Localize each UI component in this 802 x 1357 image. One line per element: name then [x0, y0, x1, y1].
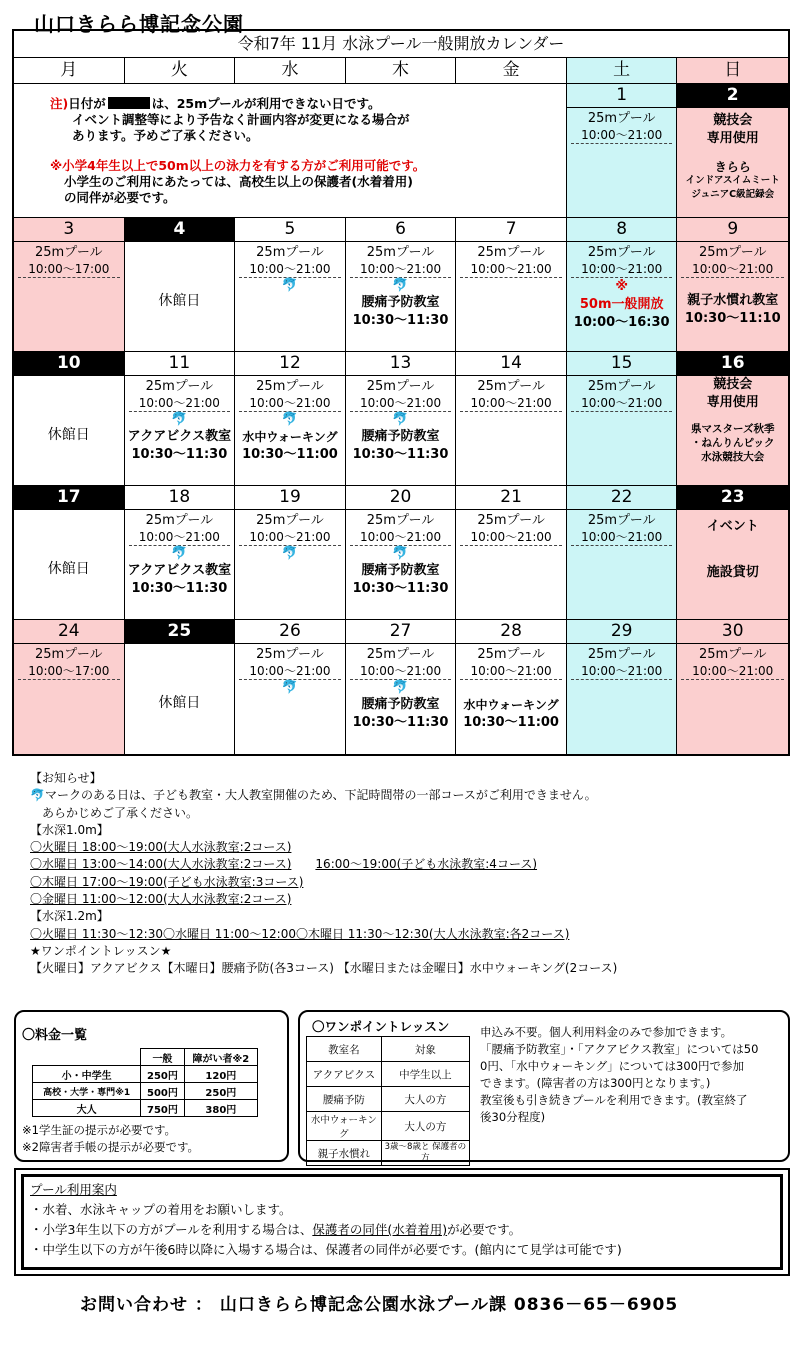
day-15[interactable]: [567, 352, 678, 485]
class-name: 水中ウォーキング: [463, 698, 559, 712]
table-row: [33, 1066, 258, 1083]
pool-label: 25mプール: [145, 513, 214, 528]
day-28[interactable]: [456, 620, 567, 754]
lesson-table: [306, 1036, 470, 1166]
closed-label: 休館日: [158, 293, 201, 309]
day-number: 19: [235, 486, 345, 510]
schedule-line: 〇火曜日 11:30～12:30〇水曜日 11:00～12:00〇木曜日 11:30～12:30(大人水泳教室:各2コース): [30, 926, 570, 941]
pool-hours: 10:00～21:00: [350, 663, 452, 680]
schedule-line-b: 16:00～19:00(子ども水泳教室:4コース): [315, 857, 538, 872]
pool-label: 25mプール: [256, 647, 324, 662]
fee-general: 750円: [141, 1100, 185, 1117]
closed-label: 休館日: [158, 695, 201, 711]
event-line: ・ねんりんピック: [690, 437, 775, 449]
table-row: [33, 1083, 258, 1100]
week-2: [14, 218, 788, 352]
fee-note-2: ※2障害者手帳の提示が必要です。: [22, 1140, 200, 1154]
schedule-line: [30, 856, 617, 873]
lesson-name: 水中ウォーキング: [307, 1112, 382, 1141]
day-number: 15: [567, 352, 677, 376]
usage-title: プール利用案内: [30, 1182, 117, 1197]
day-number: 29: [567, 620, 677, 644]
day-1[interactable]: [567, 84, 678, 217]
pool-hours: 10:00～21:00: [129, 529, 231, 546]
fee-disabled: 380円: [184, 1100, 257, 1117]
day-16[interactable]: [677, 352, 788, 485]
day-5[interactable]: [235, 218, 346, 351]
table-row: [307, 1087, 470, 1112]
day-11[interactable]: [125, 352, 236, 485]
calendar: [12, 29, 790, 756]
class-name: 腰痛予防教室: [361, 563, 440, 578]
closed-label: 休館日: [47, 427, 90, 443]
pool-hours: 10:00～21:00: [571, 663, 673, 680]
event-line: 県マスターズ秋季: [691, 423, 775, 435]
calendar-title: 令和7年 11月 水泳プール一般開放カレンダー: [14, 31, 788, 58]
mark-note: マークのある日は、子ども教室・大人教室開催のため、下記時間帯の一部コースがご利用できません。: [44, 788, 597, 803]
pool-hours: 10:00～21:00: [681, 261, 784, 278]
fee-label: 小・中学生: [33, 1066, 141, 1083]
notes-line6: の同伴が必要です。: [64, 190, 176, 205]
class-name: アクアビクス教室: [127, 563, 232, 578]
pool-label: 25mプール: [256, 379, 324, 394]
pool-hours: 10:00～21:00: [460, 529, 562, 546]
day-number: 2: [677, 84, 788, 108]
lesson-name: 親子水慣れ: [307, 1141, 382, 1166]
pool-label: 25mプール: [256, 513, 324, 528]
table-row: [307, 1112, 470, 1141]
lesson-target: 中学生以上: [381, 1062, 469, 1087]
day-number: 1: [567, 84, 677, 108]
day-number: 23: [677, 486, 788, 510]
pool-hours: 10:00～21:00: [460, 395, 562, 412]
dolphin-icon: 🐬: [281, 412, 299, 427]
class-name: 腰痛予防教室: [361, 697, 440, 712]
notes-cell: [14, 84, 567, 217]
weekday-wed: 水: [235, 58, 346, 83]
day-number: 4: [125, 218, 235, 242]
pool-label: 25mプール: [477, 245, 545, 260]
event-line: 施設貸切: [706, 565, 759, 580]
class-name: アクアビクス教室: [127, 429, 232, 444]
dolphin-icon: 🐬: [392, 546, 409, 561]
pool-label: 25mプール: [698, 647, 767, 662]
pool-label: 25mプール: [587, 647, 656, 662]
pool-label: 25mプール: [477, 647, 545, 662]
pool-label: 25mプール: [35, 245, 103, 260]
pool-label: 25mプール: [587, 513, 656, 528]
usage-inner: [21, 1174, 783, 1270]
pool-hours: 10:00～21:00: [460, 663, 562, 680]
weekday-mon: 月: [14, 58, 125, 83]
lesson-text: できます。(障害者の方は300円となります。): [480, 1076, 711, 1090]
class-time: 10:30～11:00: [242, 447, 338, 462]
fee-box: [14, 1010, 289, 1162]
event-line: 専用使用: [706, 131, 759, 146]
lesson-name: アクアビクス: [307, 1062, 382, 1087]
day-12[interactable]: [235, 352, 346, 485]
mark-note-2: あらかじめご了承ください。: [42, 805, 199, 820]
day-number: 9: [677, 218, 788, 242]
day-number: 21: [456, 486, 566, 510]
pool-hours: 10:00～17:00: [18, 663, 120, 680]
usage-line: ・水着、水泳キャップの着用をお願いします。: [30, 1202, 292, 1217]
pool-label: 25mプール: [587, 245, 656, 260]
day-number: 25: [125, 620, 235, 644]
weekday-tue: 火: [125, 58, 236, 83]
table-row: [33, 1100, 258, 1117]
fee-title: 〇料金一覧: [22, 1028, 88, 1043]
week-4: [14, 486, 788, 620]
event-line: 専用使用: [706, 395, 759, 410]
usage-box: [14, 1168, 790, 1276]
dolphin-icon: 🐬: [281, 278, 299, 293]
event-line: ジュニアC級記録会: [691, 189, 775, 200]
table-row: [307, 1062, 470, 1087]
day-18[interactable]: [125, 486, 236, 619]
day-9[interactable]: [677, 218, 788, 351]
day-number: 12: [235, 352, 345, 376]
day-number: 11: [125, 352, 235, 376]
usage-line: ・中学生以下の方が午後6時以降に入場する場合は、保護者の同伴が必要です。(館内にて見学は可能です): [30, 1242, 622, 1257]
day-27[interactable]: [346, 620, 457, 754]
fee-corner: [33, 1049, 141, 1066]
day-number: 24: [14, 620, 124, 644]
event-line: インドアスイムミート: [685, 175, 780, 186]
dolphin-icon: 🐬: [171, 546, 188, 561]
day-number: 22: [567, 486, 677, 510]
day-number: 17: [14, 486, 124, 510]
pool-hours: 10:00～21:00: [350, 261, 452, 278]
lesson-description: [480, 1024, 785, 1126]
day-2[interactable]: [677, 84, 788, 217]
fee-disabled: 250円: [184, 1083, 257, 1100]
dolphin-icon: 🐬: [281, 680, 299, 695]
dolphin-icon: 🐬: [392, 680, 409, 695]
table-row: [307, 1141, 470, 1166]
class-time: 10:30～11:30: [352, 447, 449, 462]
pool-hours: 10:00～21:00: [350, 395, 452, 412]
event-line: イベント: [706, 519, 759, 534]
class-time: 10:30～11:30: [352, 715, 449, 730]
pool-label: 25mプール: [477, 513, 545, 528]
blackout-swatch: [108, 97, 150, 109]
pool-hours: 10:00～21:00: [571, 261, 673, 278]
day-8[interactable]: [567, 218, 678, 351]
lesson-target: 大人の方: [381, 1112, 469, 1141]
day-number: 3: [14, 218, 124, 242]
pool-hours: 10:00～21:00: [460, 261, 562, 278]
class-time: 10:30～11:30: [131, 447, 228, 462]
day-22[interactable]: [567, 486, 678, 619]
class-time: 10:30～11:10: [684, 311, 781, 326]
event-line: 水泳競技大会: [701, 451, 765, 463]
notes-line1b: は、25mプールが利用できない日です。: [151, 96, 381, 111]
weekday-thu: 木: [346, 58, 457, 83]
class-time: 10:00～16:30: [573, 315, 670, 330]
pool-label: 25mプール: [477, 379, 545, 394]
class-name: 腰痛予防教室: [361, 429, 440, 444]
day-number: 27: [346, 620, 456, 644]
pool-label: 25mプール: [366, 647, 435, 662]
lesson-text: 教室後も引き続きプールを利用できます。(教室終了: [480, 1093, 748, 1107]
day-17[interactable]: [14, 486, 125, 619]
day-30[interactable]: [677, 620, 788, 754]
pool-label: 25mプール: [366, 379, 435, 394]
day-number: 7: [456, 218, 566, 242]
fee-note-1: ※1学生証の提示が必要です。: [22, 1123, 177, 1137]
notes-line4-wrap: [50, 158, 569, 174]
dolphin-icon: 🐬: [281, 546, 299, 561]
class-time: 10:30～11:00: [463, 715, 559, 730]
class-name: 水中ウォーキング: [242, 430, 338, 444]
fee-label: 大人: [33, 1100, 141, 1117]
lesson-text: 「腰痛予防教室」・「アクアビクス教室」については50: [480, 1042, 759, 1056]
pool-label: 25mプール: [366, 513, 435, 528]
closed-label: 休館日: [47, 561, 90, 577]
day-29[interactable]: [567, 620, 678, 754]
schedule-line: 〇木曜日 17:00～19:00(子ども水泳教室:3コース): [30, 874, 304, 889]
usage-line: [30, 1220, 774, 1240]
day-number: 5: [235, 218, 345, 242]
pool-label: 25mプール: [256, 245, 324, 260]
pool-label: 25mプール: [366, 245, 435, 260]
week-3: [14, 352, 788, 486]
event-line: 競技会: [713, 113, 753, 128]
day-number: 8: [567, 218, 677, 242]
pool-hours: 10:00～21:00: [571, 127, 673, 144]
lesson-text: 申込み不要。個人利用料金のみで参加できます。: [480, 1025, 733, 1039]
day-7[interactable]: [456, 218, 567, 351]
day-10[interactable]: [14, 352, 125, 485]
pool-hours: 10:00～21:00: [129, 395, 231, 412]
contact-info: お問い合わせ ： 山口きらら博記念公園水泳プール課 0836－65－6905: [80, 1295, 679, 1315]
week-1: [14, 84, 788, 218]
pool-hours: 10:00～21:00: [350, 529, 452, 546]
day-number: 30: [677, 620, 788, 644]
notes-line3: あります。予めご了承ください。: [72, 128, 259, 143]
day-6[interactable]: [346, 218, 457, 351]
depth-heading-1: 【水深1.0m】: [30, 822, 109, 837]
pool-label: 25mプール: [587, 379, 656, 394]
onepoint-line: 【火曜日】アクアビクス【木曜日】腰痛予防(各3コース) 【水曜日または金曜日】水中ウォーキング(2コース): [30, 961, 618, 976]
day-number: 6: [346, 218, 456, 242]
day-13[interactable]: [346, 352, 457, 485]
fee-notes: [22, 1122, 199, 1156]
fee-header-general: 一般: [141, 1049, 185, 1066]
notes: [14, 84, 569, 218]
weekday-sun: 日: [677, 58, 788, 83]
day-24[interactable]: [14, 620, 125, 754]
usage-line-c: が必要です。: [447, 1222, 522, 1237]
pool-hours: 10:00～21:00: [239, 395, 341, 412]
day-number: 18: [125, 486, 235, 510]
onepoint-heading: ★ワンポイントレッスン★: [30, 943, 172, 958]
mark-note-row: [30, 787, 617, 804]
dolphin-icon: 🐬: [171, 412, 188, 427]
usage-line-b: 保護者の同伴(水着着用): [312, 1222, 448, 1237]
class-time: 10:30～11:30: [131, 581, 228, 596]
notes-line1a: 日付が: [68, 96, 106, 111]
pool-hours: 10:00～21:00: [681, 663, 784, 680]
info-heading: 【お知らせ】: [30, 771, 102, 785]
pool-hours: 10:00～21:00: [571, 529, 673, 546]
weekday-sat: 土: [567, 58, 678, 83]
notes-prefix: 注): [50, 96, 69, 111]
schedule-line: 〇金曜日 11:00～12:00(大人水泳教室:2コース): [30, 892, 292, 907]
lesson-target: 3歳～8歳と 保護者の方: [381, 1141, 469, 1166]
notes-line2: イベント調整等により予告なく計画内容が変更になる場合が: [72, 112, 410, 127]
lesson-text: 0円、「水中ウォーキング」については300円で参加: [480, 1059, 744, 1073]
day-26[interactable]: [235, 620, 346, 754]
notes-line5: 小学生のご利用にあたっては、高校生以上の保護者(水着着用): [64, 174, 413, 189]
lesson-name: 腰痛予防: [307, 1087, 382, 1112]
fee-disabled: 120円: [184, 1066, 257, 1083]
park-title: 山口きらら博記念公園: [34, 12, 244, 36]
schedule-line: 〇火曜日 18:00～19:00(大人水泳教室:2コース): [30, 840, 292, 855]
class-name: 親子水慣れ教室: [687, 293, 779, 308]
schedule-line-a: 〇水曜日 13:00～14:00(大人水泳教室:2コース): [30, 857, 292, 872]
class-time: 10:30～11:30: [352, 581, 449, 596]
day-number: 13: [346, 352, 456, 376]
fee-general: 250円: [141, 1066, 185, 1083]
event-line: きらら: [714, 160, 751, 174]
pool-hours: 10:00～21:00: [239, 663, 341, 680]
pool-hours: 10:00～17:00: [18, 261, 120, 278]
fee-label: 高校・大学・専門※1: [33, 1083, 141, 1100]
dolphin-icon: 🐬: [392, 412, 409, 427]
pool-hours: 10:00～21:00: [571, 395, 673, 412]
day-number: 28: [456, 620, 566, 644]
pool-label: 25mプール: [587, 111, 656, 126]
day-23[interactable]: [677, 486, 788, 619]
lesson-box: [298, 1010, 790, 1162]
pool-label: 25mプール: [145, 379, 214, 394]
day-number: 10: [14, 352, 124, 376]
day-4[interactable]: [125, 218, 236, 351]
fee-header-disabled: 障がい者※2: [184, 1049, 257, 1066]
day-number: 14: [456, 352, 566, 376]
dolphin-icon: 🐬: [392, 278, 409, 293]
pool-hours: 10:00～21:00: [239, 529, 341, 546]
dolphin-icon: 🐬: [30, 788, 45, 803]
day-19[interactable]: [235, 486, 346, 619]
asterisk-mark: ※: [615, 279, 628, 294]
info-section: [30, 770, 617, 978]
notes-line4: ※小学4年生以上で50m以上の泳力を有する方がご利用可能です。: [50, 158, 426, 173]
weekday-fri: 金: [456, 58, 567, 83]
lesson-title: 〇ワンポイントレッスン: [312, 1019, 450, 1034]
day-20[interactable]: [346, 486, 457, 619]
lesson-text: 後30分程度): [480, 1110, 546, 1124]
lesson-header-target: 対象: [381, 1037, 469, 1062]
day-number: 26: [235, 620, 345, 644]
pool-hours: 10:00～21:00: [239, 261, 341, 278]
weekday-header: [14, 58, 788, 84]
fee-general: 500円: [141, 1083, 185, 1100]
event-line: 競技会: [713, 377, 753, 392]
pool-label: 25mプール: [698, 245, 767, 260]
class-time: 10:30～11:30: [352, 313, 449, 328]
day-number: 20: [346, 486, 456, 510]
day-21[interactable]: [456, 486, 567, 619]
depth-heading-2: 【水深1.2m】: [30, 909, 109, 924]
day-3[interactable]: [14, 218, 125, 351]
day-25[interactable]: [125, 620, 236, 754]
week-5: [14, 620, 788, 754]
day-14[interactable]: [456, 352, 567, 485]
class-name: 腰痛予防教室: [361, 295, 440, 310]
day-number: 16: [677, 352, 788, 376]
usage-line-a: ・小学3年生以下の方がプールを利用する場合は、: [30, 1222, 313, 1237]
pool-label: 25mプール: [35, 647, 103, 662]
class-name: 50m一般開放: [579, 297, 664, 312]
lesson-target: 大人の方: [381, 1087, 469, 1112]
lesson-header-name: 教室名: [307, 1037, 382, 1062]
fee-table: [32, 1048, 258, 1117]
